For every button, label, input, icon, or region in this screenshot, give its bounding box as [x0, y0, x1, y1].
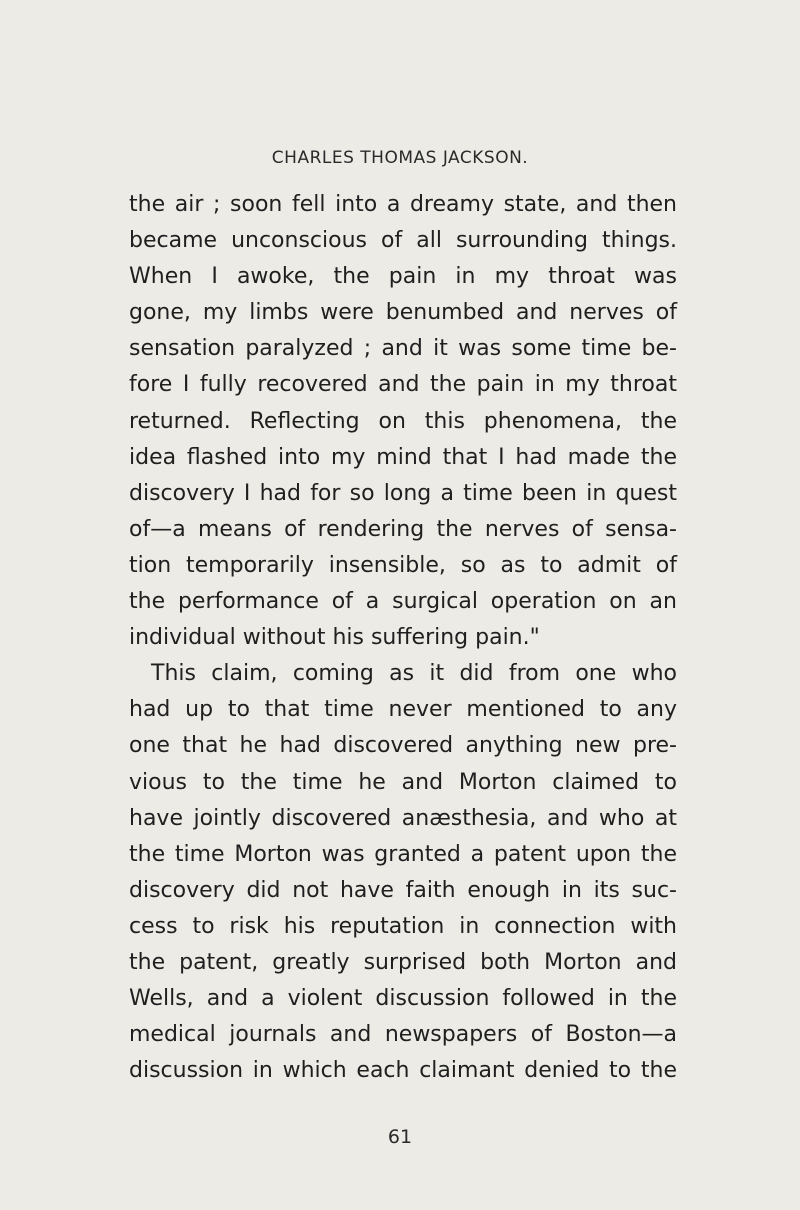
text-line: idea flashed into my mind that I had made the — [129, 444, 677, 470]
text-line: had up to that time never mentioned to any — [129, 697, 677, 723]
text-line: discussion in which each claimant denied to the — [129, 1058, 677, 1084]
text-line: became unconscious of all surrounding things. — [129, 228, 677, 254]
body-text — [129, 187, 677, 1089]
text-line: the time Morton was granted a patent upon the — [129, 841, 677, 867]
text-line: individual without his suffering pain." — [129, 625, 540, 651]
text-line: cess to risk his reputation in connection with — [129, 913, 677, 939]
text-line: one that he had discovered anything new pre- — [129, 733, 677, 759]
text-line: This claim, coming as it did from one who — [151, 661, 677, 687]
text-line: When I awoke, the pain in my throat was — [129, 264, 677, 290]
text-line: the patent, greatly surprised both Morton and — [129, 949, 677, 975]
text-line: Wells, and a violent discussion followed in the — [129, 986, 677, 1012]
text-line: medical journals and newspapers of Boston—a — [129, 1022, 677, 1048]
text-line: the performance of a surgical operation on an — [129, 589, 677, 615]
text-line: discovery did not have faith enough in its suc- — [129, 877, 677, 903]
text-line: sensation paralyzed ; and it was some time be- — [129, 336, 677, 362]
text-line: discovery I had for so long a time been in quest — [129, 480, 677, 506]
text-line: tion temporarily insensible, so as to admit of — [129, 552, 677, 578]
text-line: gone, my limbs were benumbed and nerves of — [129, 300, 677, 326]
page-number: 61 — [387, 1126, 413, 1148]
text-line: returned. Reflecting on this phenomena, the — [129, 408, 677, 434]
running-head: CHARLES THOMAS JACKSON. — [271, 148, 529, 168]
text-line: of—a means of rendering the nerves of sensa- — [129, 516, 677, 542]
text-line: fore I fully recovered and the pain in my throat — [129, 372, 677, 398]
text-line: the air ; soon fell into a dreamy state, and then — [129, 192, 677, 217]
text-line: have jointly discovered anæsthesia, and who at — [129, 805, 677, 831]
text-line: vious to the time he and Morton claimed to — [129, 769, 677, 795]
